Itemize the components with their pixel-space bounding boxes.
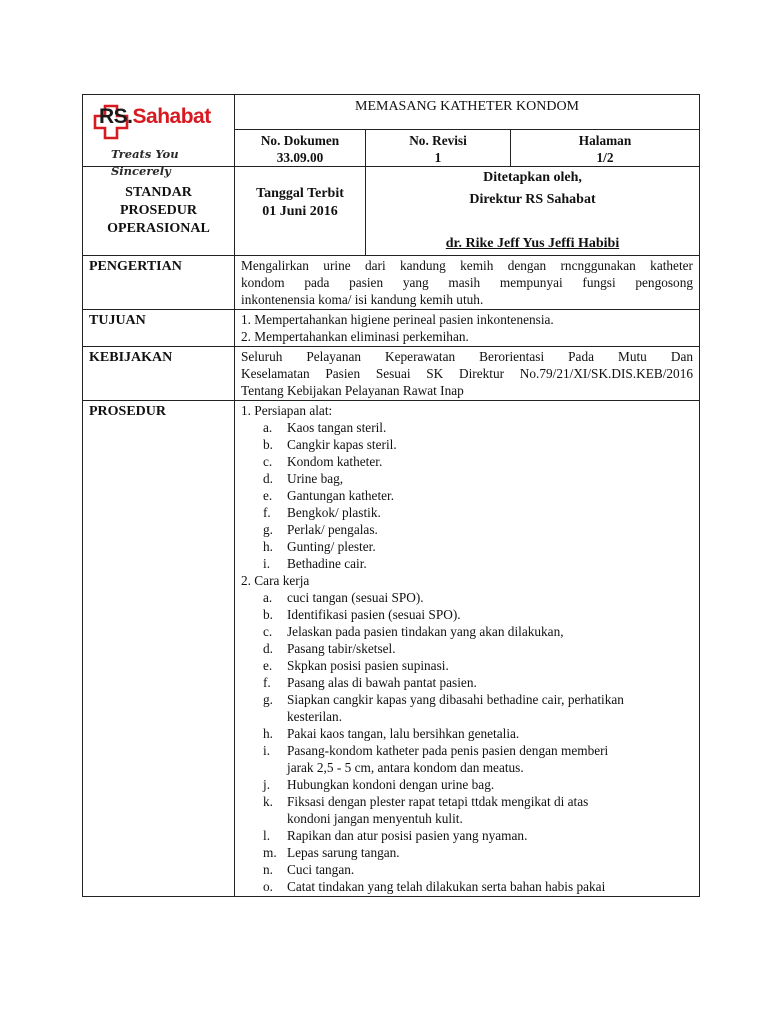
logo-wordmark	[99, 104, 211, 128]
halaman-label: Halaman	[578, 133, 632, 148]
persiapan-list	[241, 419, 693, 572]
persiapan-item	[241, 521, 693, 538]
carakerja-item	[241, 657, 693, 674]
carakerja-item-text: Siapkan cangkir kapas yang dibasahi bethadine cair, perhatikan	[287, 692, 624, 707]
signatory-name: dr. Rike Jeff Yus Jeffi Habibi	[445, 236, 620, 251]
ditetapkan-line-2: Direktur RS Sahabat	[469, 192, 596, 207]
kebijakan-line-2: Keselamatan Pasien Sesuai SK Direktur No.79/21/XI/SK.DIS.KEB/2016	[241, 366, 693, 381]
hospital-logo	[83, 96, 234, 178]
carakerja-item-text: Pasang-kondom katheter pada penis pasien dengan memberi	[287, 743, 609, 758]
no-revisi-cell	[366, 130, 511, 167]
no-dokumen-label: No. Dokumen	[260, 133, 340, 148]
persiapan-item	[241, 555, 693, 572]
carakerja-list	[241, 589, 693, 895]
logo-tagline: Treats You Sincerely	[111, 146, 179, 178]
sop-label-cell	[83, 167, 235, 256]
kebijakan-line-3: Tentang Kebijakan Pelayanan Rawat Inap	[241, 383, 464, 398]
carakerja-item-text: Hubungkan kondoni dengan urine bag.	[287, 777, 495, 792]
pengertian-text	[235, 256, 700, 310]
persiapan-item-text: Gantungan katheter.	[287, 488, 395, 503]
persiapan-item-text: Cangkir kapas steril.	[287, 437, 397, 452]
carakerja-item-marker: o.	[263, 879, 273, 894]
ditetapkan-line-1: Ditetapkan oleh,	[483, 170, 582, 185]
persiapan-item-marker: h.	[263, 539, 273, 554]
kebijakan-label: KEBIJAKAN	[83, 347, 235, 401]
carakerja-item	[241, 878, 693, 895]
pengertian-label: PENGERTIAN	[83, 256, 235, 310]
carakerja-item-text: Identifikasi pasien (sesuai SPO).	[287, 607, 461, 622]
no-dokumen-value: 33.09.00	[276, 150, 324, 165]
carakerja-item-marker: n.	[263, 862, 273, 877]
carakerja-item-text: Catat tindakan yang telah dilakukan serta bahan habis pakai	[287, 879, 606, 894]
carakerja-item-marker: f.	[263, 675, 271, 690]
carakerja-item	[241, 776, 693, 793]
persiapan-item-text: Perlak/ pengalas.	[287, 522, 378, 537]
carakerja-item-text-cont: kesterilan.	[287, 709, 343, 724]
carakerja-item-text-cont: jarak 2,5 - 5 cm, antara kondom dan meatus.	[287, 760, 524, 775]
sop-line-2: PROSEDUR	[119, 203, 197, 218]
carakerja-item-marker: h.	[263, 726, 273, 741]
carakerja-item-text: Skpkan posisi pasien supinasi.	[287, 658, 449, 673]
carakerja-item-text: Lepas sarung tangan.	[287, 845, 400, 860]
kebijakan-text	[235, 347, 700, 401]
carakerja-title: 2. Cara kerja	[241, 573, 310, 588]
pengertian-line-3: inkontenensia koma/ isi kandung kemih utuh.	[241, 292, 484, 307]
persiapan-item	[241, 470, 693, 487]
carakerja-item-text: Rapikan dan atur posisi pasien yang nyaman.	[287, 828, 528, 843]
pengertian-line-1: Mengalirkan urine dari kandung kemih dengan rncnggunakan katheter	[241, 258, 693, 273]
tanggal-terbit-label: Tanggal Terbit	[256, 186, 344, 201]
prosedur-label: PROSEDUR	[83, 401, 235, 897]
logo-text-sahabat: Sahabat	[132, 104, 211, 128]
carakerja-item-marker: m.	[263, 845, 277, 860]
kebijakan-line-1: Seluruh Pelayanan Keperawatan Berorientasi Pada Mutu Dan	[241, 349, 693, 364]
carakerja-item	[241, 861, 693, 878]
persiapan-item-marker: a.	[263, 420, 273, 435]
logo-text-rs: RS.	[99, 104, 133, 128]
tujuan-text	[235, 310, 700, 347]
prosedur-text	[235, 401, 700, 897]
halaman-cell	[511, 130, 700, 167]
persiapan-item-text: Urine bag,	[287, 471, 344, 486]
carakerja-item-marker: c.	[263, 624, 273, 639]
persiapan-item-marker: e.	[263, 488, 273, 503]
persiapan-item	[241, 453, 693, 470]
tujuan-item-2: 2. Mempertahankan eliminasi perkemihan.	[241, 329, 469, 344]
persiapan-item-text: Gunting/ plester.	[287, 539, 376, 554]
persiapan-item-marker: d.	[263, 471, 273, 486]
no-revisi-value: 1	[434, 150, 442, 165]
persiapan-item-marker: b.	[263, 437, 273, 452]
sop-document	[82, 94, 699, 897]
carakerja-item	[241, 606, 693, 623]
carakerja-item	[241, 691, 693, 725]
persiapan-item	[241, 538, 693, 555]
persiapan-item-text: Bethadine cair.	[287, 556, 367, 571]
carakerja-item	[241, 640, 693, 657]
carakerja-item	[241, 827, 693, 844]
carakerja-item-text: Jelaskan pada pasien tindakan yang akan dilakukan,	[287, 624, 564, 639]
carakerja-item	[241, 742, 693, 776]
persiapan-item	[241, 487, 693, 504]
no-revisi-label: No. Revisi	[409, 133, 467, 148]
carakerja-item-text: Cuci tangan.	[287, 862, 355, 877]
persiapan-item-marker: i.	[263, 556, 271, 571]
persiapan-item-text: Kondom katheter.	[287, 454, 383, 469]
carakerja-item-text: Pasang alas di bawah pantat pasien.	[287, 675, 477, 690]
logo-cell	[83, 95, 235, 178]
no-dokumen-cell	[235, 130, 366, 167]
carakerja-item-marker: d.	[263, 641, 273, 656]
persiapan-item	[241, 419, 693, 436]
carakerja-item-marker: e.	[263, 658, 273, 673]
carakerja-item-marker: l.	[263, 828, 271, 843]
carakerja-item	[241, 725, 693, 742]
persiapan-title: 1. Persiapan alat:	[241, 403, 333, 418]
carakerja-item	[241, 589, 693, 606]
pengertian-line-2: kondom pada pasien yang masih mempunyai fungsi pengosong	[241, 275, 693, 290]
carakerja-item-marker: b.	[263, 607, 273, 622]
tanggal-terbit-value: 01 Juni 2016	[262, 204, 338, 219]
persiapan-item-marker: g.	[263, 522, 273, 537]
carakerja-item-text: Fiksasi dengan plester rapat tetapi ttdak mengikat di atas	[287, 794, 589, 809]
document-title: MEMASANG KATHETER KONDOM	[235, 95, 700, 130]
tujuan-label: TUJUAN	[83, 310, 235, 347]
carakerja-item-marker: j.	[263, 777, 271, 792]
carakerja-item	[241, 844, 693, 861]
tanggal-terbit-cell	[235, 167, 366, 256]
sop-line-3: OPERASIONAL	[107, 221, 210, 236]
carakerja-item-marker: i.	[263, 743, 271, 758]
ditetapkan-cell	[366, 167, 700, 256]
carakerja-item-marker: g.	[263, 692, 273, 707]
carakerja-item-text: Pakai kaos tangan, lalu bersihkan genetalia.	[287, 726, 520, 741]
carakerja-item	[241, 793, 693, 827]
persiapan-item	[241, 436, 693, 453]
halaman-value: 1/2	[596, 150, 614, 165]
persiapan-item	[241, 504, 693, 521]
carakerja-item-text: Pasang tabir/sketsel.	[287, 641, 396, 656]
tujuan-item-1: 1. Mempertahankan higiene perineal pasien inkontenensia.	[241, 312, 554, 327]
carakerja-item	[241, 674, 693, 691]
carakerja-item-marker: k.	[263, 794, 273, 809]
carakerja-item-marker: a.	[263, 590, 273, 605]
persiapan-item-text: Bengkok/ plastik.	[287, 505, 381, 520]
sop-line-1: STANDAR	[125, 185, 192, 200]
carakerja-item	[241, 623, 693, 640]
carakerja-item-text: cuci tangan (sesuai SPO).	[287, 590, 424, 605]
carakerja-item-text-cont: kondoni jangan menyentuh kulit.	[287, 811, 463, 826]
sop-table	[82, 94, 700, 897]
persiapan-item-marker: c.	[263, 454, 273, 469]
persiapan-item-text: Kaos tangan steril.	[287, 420, 387, 435]
persiapan-item-marker: f.	[263, 505, 271, 520]
